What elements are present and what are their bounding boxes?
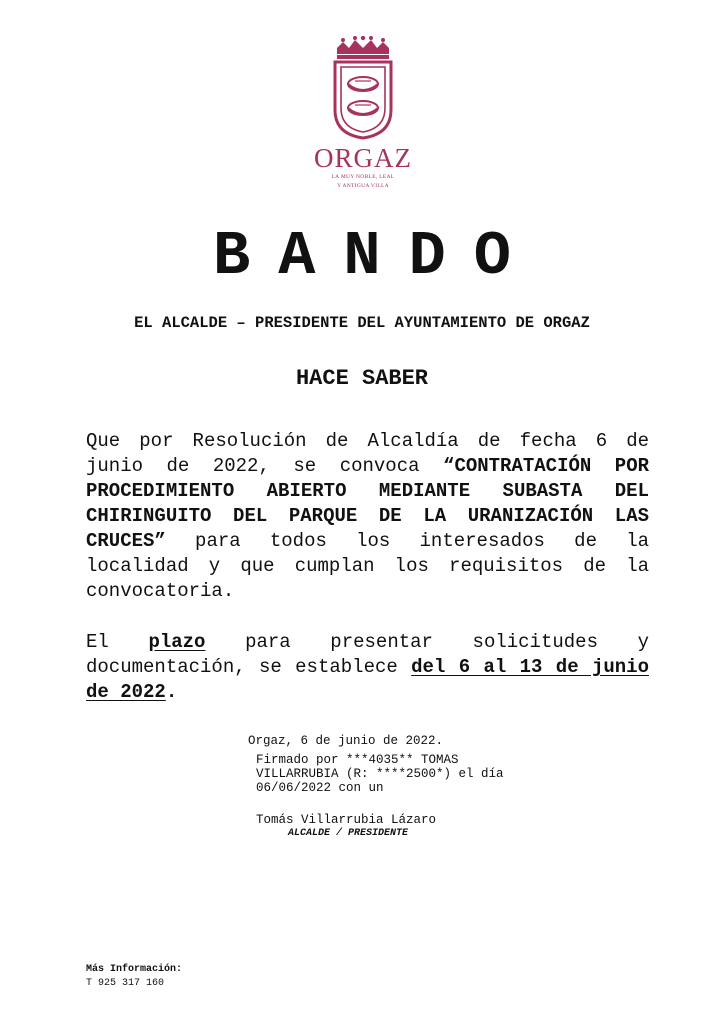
- deadline-dates: del 6 al 13 de junio de 2022: [86, 656, 649, 703]
- paragraph-intro: Que por Resolución de Alcaldía de fecha 6 de junio de 2022, se convoca: [86, 430, 649, 477]
- signature-block: [248, 734, 548, 840]
- document-subtitle: EL ALCALDE – PRESIDENTE DEL AYUNTAMIENTO DE ORGAZ: [134, 314, 590, 332]
- deadline-text-middle: para presentar solicitudes y documentación, se establece: [86, 631, 649, 678]
- crest: [305, 36, 421, 196]
- crest-name: ORGAZ: [314, 143, 412, 173]
- section-heading: HACE SABER: [295, 366, 429, 391]
- footer-phone: T 925 317 160: [86, 978, 165, 989]
- document-title: BANDO: [212, 221, 540, 292]
- digital-signature-note: Firmado por ***4035** TOMAS VILLARRUBIA (R: ****2500*) el día 06/06/2022 con un: [256, 753, 504, 795]
- deadline-end: .: [165, 681, 178, 703]
- paragraph-announcement: [86, 429, 649, 604]
- paragraph-outro: para todos los interesados de la localidad y que cumplan los requisitos de la convocatoria.: [86, 530, 649, 602]
- footer-label: Más Información:: [86, 964, 183, 975]
- deadline-term: plazo: [148, 631, 206, 653]
- crest-motto-line2: Y ANTIGUA VILLA: [337, 183, 389, 189]
- footer-info: [86, 963, 182, 991]
- signature-date: Orgaz, 6 de junio de 2022.: [248, 734, 444, 748]
- paragraph-deadline: [86, 630, 649, 705]
- coat-of-arms-icon: [331, 36, 395, 140]
- deadline-text-start: El: [86, 631, 149, 653]
- signer-role: ALCALDE / PRESIDENTE: [288, 828, 409, 839]
- crest-motto-line1: LA MUY NOBLE, LEAL: [331, 174, 395, 180]
- signer-name: Tomás Villarrubia Lázaro: [256, 813, 437, 827]
- contract-title: “CONTRATACIÓN POR PROCEDIMIENTO ABIERTO MEDIANTE SUBASTA DEL CHIRINGUITO DEL PARQUE DE LA URANIZACIÓN LAS CRUCES”: [86, 455, 649, 552]
